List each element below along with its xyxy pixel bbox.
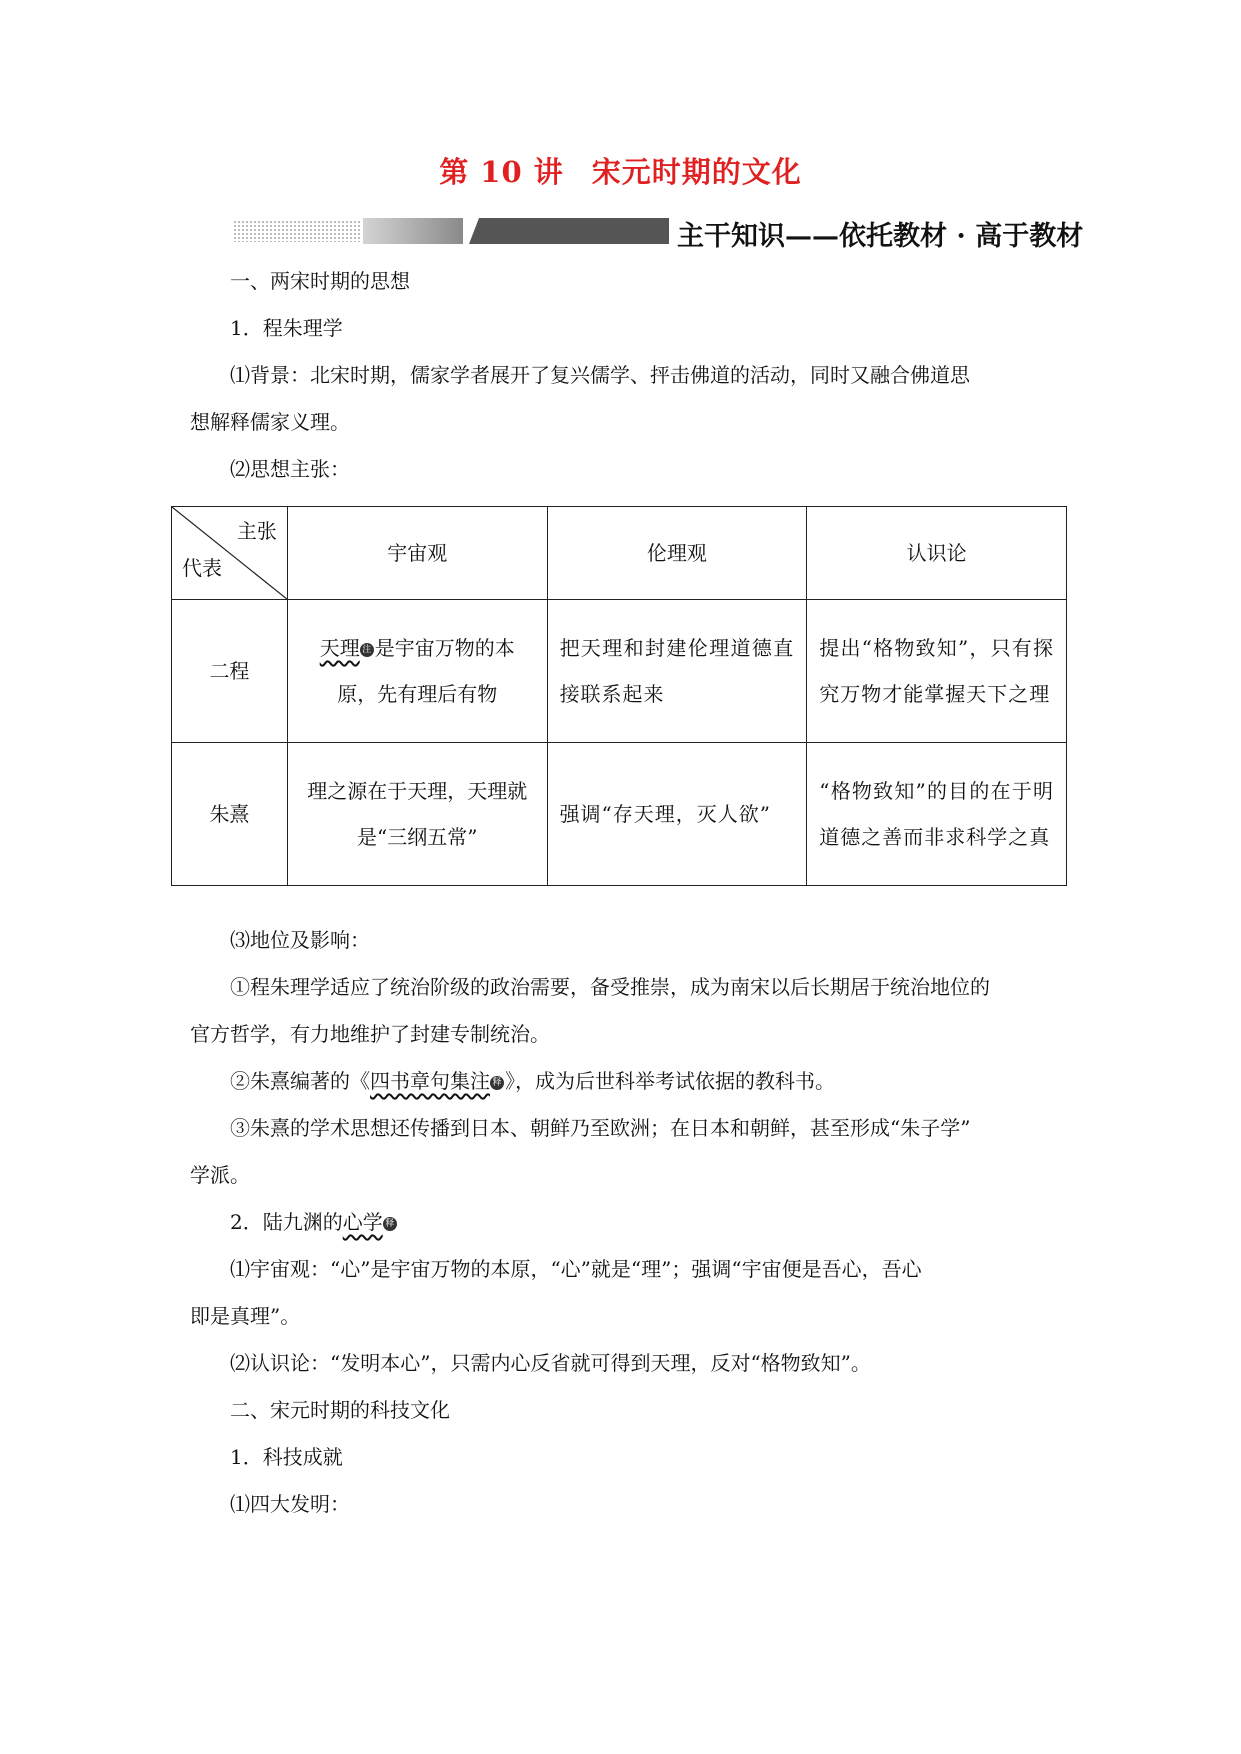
term-tianli: 天理 <box>319 636 360 660</box>
table-row <box>172 600 1067 743</box>
row-ethics: 把天理和封建伦理道德直接联系起来 <box>547 600 807 743</box>
cosmology-text: 是宇宙万物的本原，先有理后有物 <box>337 636 515 706</box>
row-epistemology: 提出“格物致知”，只有探究万物才能掌握天下之理 <box>807 600 1067 743</box>
status-p2-pre: ②朱熹编著的《 <box>230 1069 370 1093</box>
row-name: 朱熹 <box>172 743 288 886</box>
lesson-number: 第 10 讲 <box>439 155 564 189</box>
lesson-topic: 宋元时期的文化 <box>591 155 802 189</box>
banner-main: 主干知识 <box>677 221 785 252</box>
annotation-mark: 释 <box>383 1217 397 1231</box>
background-line-1: ⑴背景：北宋时期，儒家学者展开了复兴儒学、抨击佛道的活动，同时又融合佛道思 <box>230 363 970 387</box>
row-cosmology: 理之源在于天理，天理就是“三纲五常” <box>287 743 547 886</box>
banner-text <box>677 214 1083 253</box>
status-heading: ⑶地位及影响： <box>230 928 370 952</box>
lu-heading-pre: 2．陆九渊的 <box>230 1210 343 1234</box>
banner-bar <box>363 218 463 244</box>
background-line-2: 想解释儒家义理。 <box>190 410 350 434</box>
heading-s2-1: 1．科技成就 <box>230 1445 343 1469</box>
row-epistemology: “格物致知”的目的在于明道德之善而非求科学之真 <box>807 743 1067 886</box>
annotation-mark: 注 <box>360 643 374 657</box>
corner-bottom-label: 代表 <box>182 556 222 580</box>
banner-sub: ——依托教材 · 高于教材 <box>785 221 1084 252</box>
row-cosmology <box>287 600 547 743</box>
lu-epistemology: ⑵认识论：“发明本心”，只需内心反省就可得到天理，反对“格物致知”。 <box>230 1351 871 1375</box>
header-ethics: 伦理观 <box>547 507 807 600</box>
table-row <box>172 743 1067 886</box>
status-p3-line2: 学派。 <box>190 1163 250 1187</box>
heading-s2: 二、宋元时期的科技文化 <box>230 1398 450 1422</box>
lu-heading <box>190 1199 1098 1246</box>
heading-s1: 一、两宋时期的思想 <box>230 269 410 293</box>
table-corner-cell <box>172 507 288 600</box>
lu-cosmology-line1: ⑴宇宙观：“心”是宇宙万物的本原，“心”就是“理”；强调“宇宙便是吾心，吾心 <box>230 1257 922 1281</box>
term-xinxue: 心学 <box>342 1210 383 1234</box>
lu-cosmology-line2: 即是真理”。 <box>190 1304 301 1328</box>
banner-dots <box>233 220 361 242</box>
header-epistemology: 认识论 <box>807 507 1067 600</box>
annotation-mark: 释 <box>490 1076 504 1090</box>
row-ethics: 强调“存天理，灭人欲” <box>547 743 807 886</box>
ideas-table <box>171 506 1067 886</box>
header-cosmology: 宇宙观 <box>287 507 547 600</box>
banner-slash <box>469 218 669 244</box>
status-p2 <box>190 1058 1098 1105</box>
book-title: 四书章句集注 <box>370 1069 490 1093</box>
status-p1-line1: ①程朱理学适应了统治阶级的政治需要，备受推崇，成为南宋以后长期居于统治地位的 <box>230 975 990 999</box>
status-p3-line1: ③朱熹的学术思想还传播到日本、朝鲜乃至欧洲；在日本和朝鲜，甚至形成“朱子学” <box>230 1116 971 1140</box>
table-header-row <box>172 507 1067 600</box>
row-name: 二程 <box>172 600 288 743</box>
ideas-heading: ⑵思想主张： <box>230 457 350 481</box>
section-banner <box>233 216 1084 252</box>
corner-top-label: 主张 <box>236 519 277 543</box>
status-p1-line2: 官方哲学，有力地维护了封建专制统治。 <box>190 1022 550 1046</box>
page-title <box>0 150 1241 191</box>
status-p2-post: 》，成为后世科举考试依据的教科书。 <box>505 1069 835 1093</box>
heading-s1-1: 1．程朱理学 <box>230 316 343 340</box>
inventions-heading: ⑴四大发明： <box>230 1492 350 1516</box>
